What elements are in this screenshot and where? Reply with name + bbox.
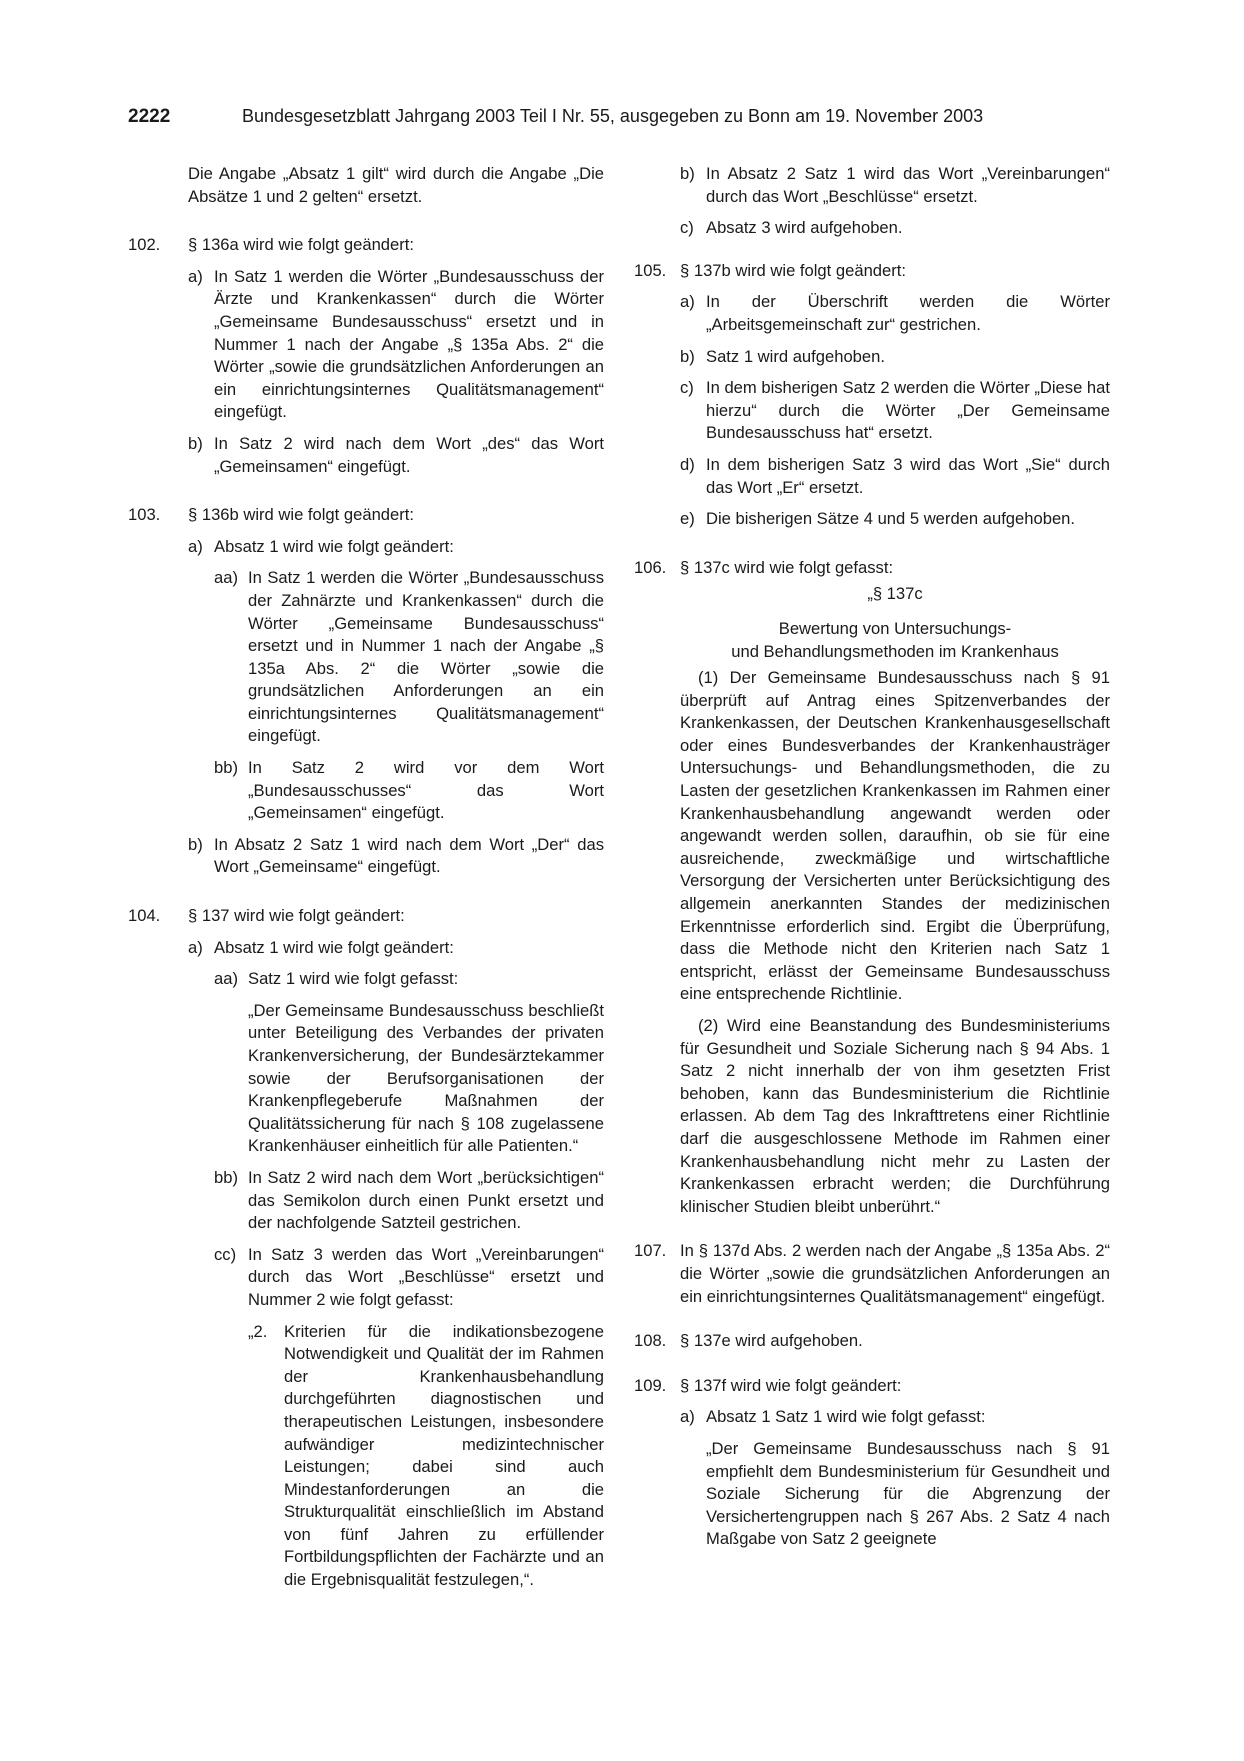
page-number: 2222 [128,106,171,127]
section-subheading: und Behandlungsmethoden im Krankenhaus [731,641,1059,661]
item-106 [634,557,1110,580]
item-text: In Satz 2 wird nach dem Wort „berücksichtigen“ das Semikolon durch einen Punkt ersetzt und der nachfolgende Satzteil gestrichen. [248,1167,604,1233]
item-text: Satz 1 wird wie folgt gefasst: [248,969,459,989]
item-number: 106. [634,557,667,577]
item-103-b [188,834,604,879]
item-letter: bb) [214,1167,238,1187]
item-text: § 137e wird aufgehoben. [680,1331,863,1351]
item-102-a [188,266,604,424]
item-number: 104. [128,906,161,926]
item-letter: bb) [214,758,238,778]
item-text: Satz 1 wird aufgehoben. [706,346,885,366]
item-104 [128,905,604,928]
section-subheading: Bewertung von Untersuchungs- [778,618,1012,638]
item-letter: a) [188,266,203,286]
item-text: In Absatz 2 Satz 1 wird nach dem Wort „Der“ das Wort „Gemeinsame“ eingefügt. [214,834,604,877]
gazette-title: Bundesgesetzblatt Jahrgang 2003 Teil I Nr. 55, ausgegeben zu Bonn am 19. November 2003 [242,106,984,126]
item-text: In Satz 1 werden die Wörter „Bundesausschuss der Zahnärzte und Krankenkassen“ durch die Wörter „Gemeinsame Bundesausschuss“ ersetzt und in Nummer 1 nach der Angabe „§ 135a Abs. 2“ die Wörter „sowie die grundsätzlichen Anforderungen an ein einrichtungsinternes Qualitätsmanagement“ eingefügt. [248,568,604,746]
item-text: § 137f wird wie folgt geändert: [680,1375,902,1395]
item-text: In dem bisherigen Satz 3 wird das Wort „Sie“ durch das Wort „Er“ ersetzt. [706,454,1110,497]
left-column [128,163,604,1592]
item-104-b [680,163,1110,208]
item-text: § 137c wird wie folgt gefasst: [680,557,894,577]
item-105-b [680,346,1110,369]
item-letter: c) [680,378,694,398]
item-109 [634,1375,1110,1398]
item-103-a [188,536,604,559]
paragraph-2: (2) Wird eine Beanstandung des Bundesministeriums für Gesundheit und Soziale Sicherung nach § 94 Abs. 1 Satz 2 nicht innerhalb der von ihm gesetzten Frist behoben, kann das Bundesministerium die Richtlinie erlassen. Ab dem Tag des Inkrafttretens einer Richtlinie darf die ausgeschlossene Methode im Rahmen einer Krankenhausbehandlung nicht mehr zu Lasten der Krankenkassen erbracht werden; die Durchführung klinischer Studien bleibt unberührt.“ [680,1016,1110,1216]
item-text: § 137 wird wie folgt geändert: [188,906,405,926]
item-number: 107. [634,1241,667,1261]
item-107 [634,1240,1110,1308]
item-number: 105. [634,260,667,280]
item-104-aa [214,968,604,991]
item-number: 108. [634,1331,667,1351]
item-103-bb [214,757,604,825]
quote-text: Kriterien für die indikationsbezogene Notwendigkeit und Qualität der im Rahmen der Krankenhausbehandlung durchgeführten diagnostischen und therapeutischen Leistungen, insbesondere aufwändiger medizintechnischer Leistungen; dabei sind auch Mindestanforderungen an die Strukturqualität einschließlich im Abstand von fünf Jahren zu erfüllender Fortbildungspflichten der Fachärzte und an die Ergebnisqualität festzulegen,“. [284,1321,604,1590]
item-text: In Satz 2 wird vor dem Wort „Bundesausschusses“ das Wort „Gemeinsamen“ eingefügt. [248,758,604,823]
page-header [128,104,1124,129]
item-102 [128,234,604,257]
item-number: 102. [128,235,161,255]
intro-paragraph: Die Angabe „Absatz 1 gilt“ wird durch die Angabe „Die Absätze 1 und 2 gelten“ ersetzt. [188,164,604,206]
item-text: In Satz 3 werden das Wort „Vereinbarungen“ durch das Wort „Beschlüsse“ ersetzt und Nummer 2 wie folgt gefasst: [248,1244,604,1309]
item-103 [128,504,604,527]
item-letter: a) [188,937,203,957]
item-letter: a) [188,536,203,556]
item-105 [634,260,1110,283]
item-108 [634,1330,1110,1353]
section-137c [680,583,1110,1218]
right-column [634,163,1110,1551]
paragraph-1: (1) Der Gemeinsame Bundesausschuss nach § 91 überprüft auf Antrag eines Spitzenverbandes der Krankenkassen, der Deutschen Krankenhausgesellschaft oder eines Bundesverbandes der Krankenhausträger Untersuchungs- und Behandlungsmethoden, die zu Lasten der gesetzlichen Krankenkassen im Rahmen einer Krankenhausbehandlung angewandt werden oder angewandt werden sollen, daraufhin, ob sie für eine ausreichende, zweckmäßige und wirtschaftliche Versorgung der Versicherten unter Berücksichtigung des allgemein anerkannten Standes der medizinischen Erkenntnisse erforderlich sind. Ergibt die Überprüfung, dass die Methode nicht den Kriterien nach Satz 1 entspricht, erlässt der Gemeinsame Bundesausschuss eine entsprechende Richtlinie. [680,668,1110,1004]
item-text: In § 137d Abs. 2 werden nach der Angabe „§ 135a Abs. 2“ die Wörter „sowie die grundsätzlichen Anforderungen an ein einrichtungsinternes Qualitätsmanagement“ eingefügt. [680,1241,1110,1306]
item-letter: a) [680,292,695,312]
item-text: Die bisherigen Sätze 4 und 5 werden aufgehoben. [706,509,1076,529]
item-letter: b) [188,433,203,453]
item-number: 109. [634,1375,667,1395]
item-text: § 137b wird wie folgt geändert: [680,260,907,280]
item-text: § 136a wird wie folgt geändert: [188,235,415,255]
item-102-b [188,433,604,478]
item-105-a [680,291,1110,336]
item-letter: b) [680,164,695,183]
item-105-d [680,454,1110,499]
item-text: In dem bisherigen Satz 2 werden die Wörter „Diese hat hierzu“ durch die Wörter „Der Gemeinsame Bundesausschuss hat“ ersetzt. [706,378,1110,443]
item-letter: cc) [214,1244,237,1264]
item-letter: aa) [214,969,238,989]
item-109-a [680,1406,1110,1429]
item-letter: b) [680,346,695,366]
item-text: Absatz 3 wird aufgehoben. [706,218,903,238]
item-104-c [680,217,1110,240]
section-heading: „§ 137c [867,584,923,604]
quote-number: „2. [248,1321,268,1341]
item-104-cc [214,1244,604,1312]
item-103-aa [214,567,604,748]
quoted-sentence: „Der Gemeinsame Bundesausschuss nach § 91 empfiehlt dem Bundesministerium für Gesundheit und Soziale Sicherung für die Abgrenzung der Versichertengruppen nach § 267 Abs. 2 Satz 4 nach Maßgabe von Satz 2 geeignete [706,1438,1110,1549]
item-text: Absatz 1 wird wie folgt geändert: [214,937,454,957]
item-letter: c) [680,218,694,238]
item-letter: e) [680,509,695,529]
item-letter: d) [680,454,695,474]
item-105-e [680,508,1110,531]
item-105-c [680,377,1110,445]
item-text: Absatz 1 wird wie folgt geändert: [214,536,454,556]
item-text: In Satz 1 werden die Wörter „Bundesausschuss der Ärzte und Krankenkassen“ durch die Wörter „Gemeinsame Bundesausschuss“ ersetzt und in Nummer 1 nach der Angabe „§ 135a Abs. 2“ die Wörter „sowie die grundsätzlichen Anforderungen an ein einrichtungsinternes Qualitätsmanagement“ eingefügt. [214,266,604,422]
quoted-sentence: „Der Gemeinsame Bundesausschuss beschließt unter Beteiligung des Verbandes der privaten Krankenversicherung, der Bundesärztekammer sowie der Berufsorganisationen der Krankenpflegeberufe Maßnahmen der Qualitätssicherung für nach § 108 zugelassene Krankenhäuser einheitlich für alle Patienten.“ [248,1000,604,1156]
item-number: 103. [128,505,161,525]
item-text: In der Überschrift werden die Wörter „Arbeitsgemeinschaft zur“ gestrichen. [706,292,1110,334]
item-104-bb [214,1167,604,1235]
item-letter: b) [188,834,203,854]
item-text: In Satz 2 wird nach dem Wort „des“ das Wort „Gemeinsamen“ eingefügt. [214,433,604,476]
item-text: Absatz 1 Satz 1 wird wie folgt gefasst: [706,1407,986,1427]
item-letter: a) [680,1407,695,1427]
quoted-number-2 [248,1321,604,1592]
item-text: In Absatz 2 Satz 1 wird das Wort „Vereinbarungen“ durch das Wort „Beschlüsse“ ersetzt. [706,164,1110,206]
item-104-a [188,937,604,960]
item-letter: aa) [214,568,238,588]
item-text: § 136b wird wie folgt geändert: [188,505,415,525]
